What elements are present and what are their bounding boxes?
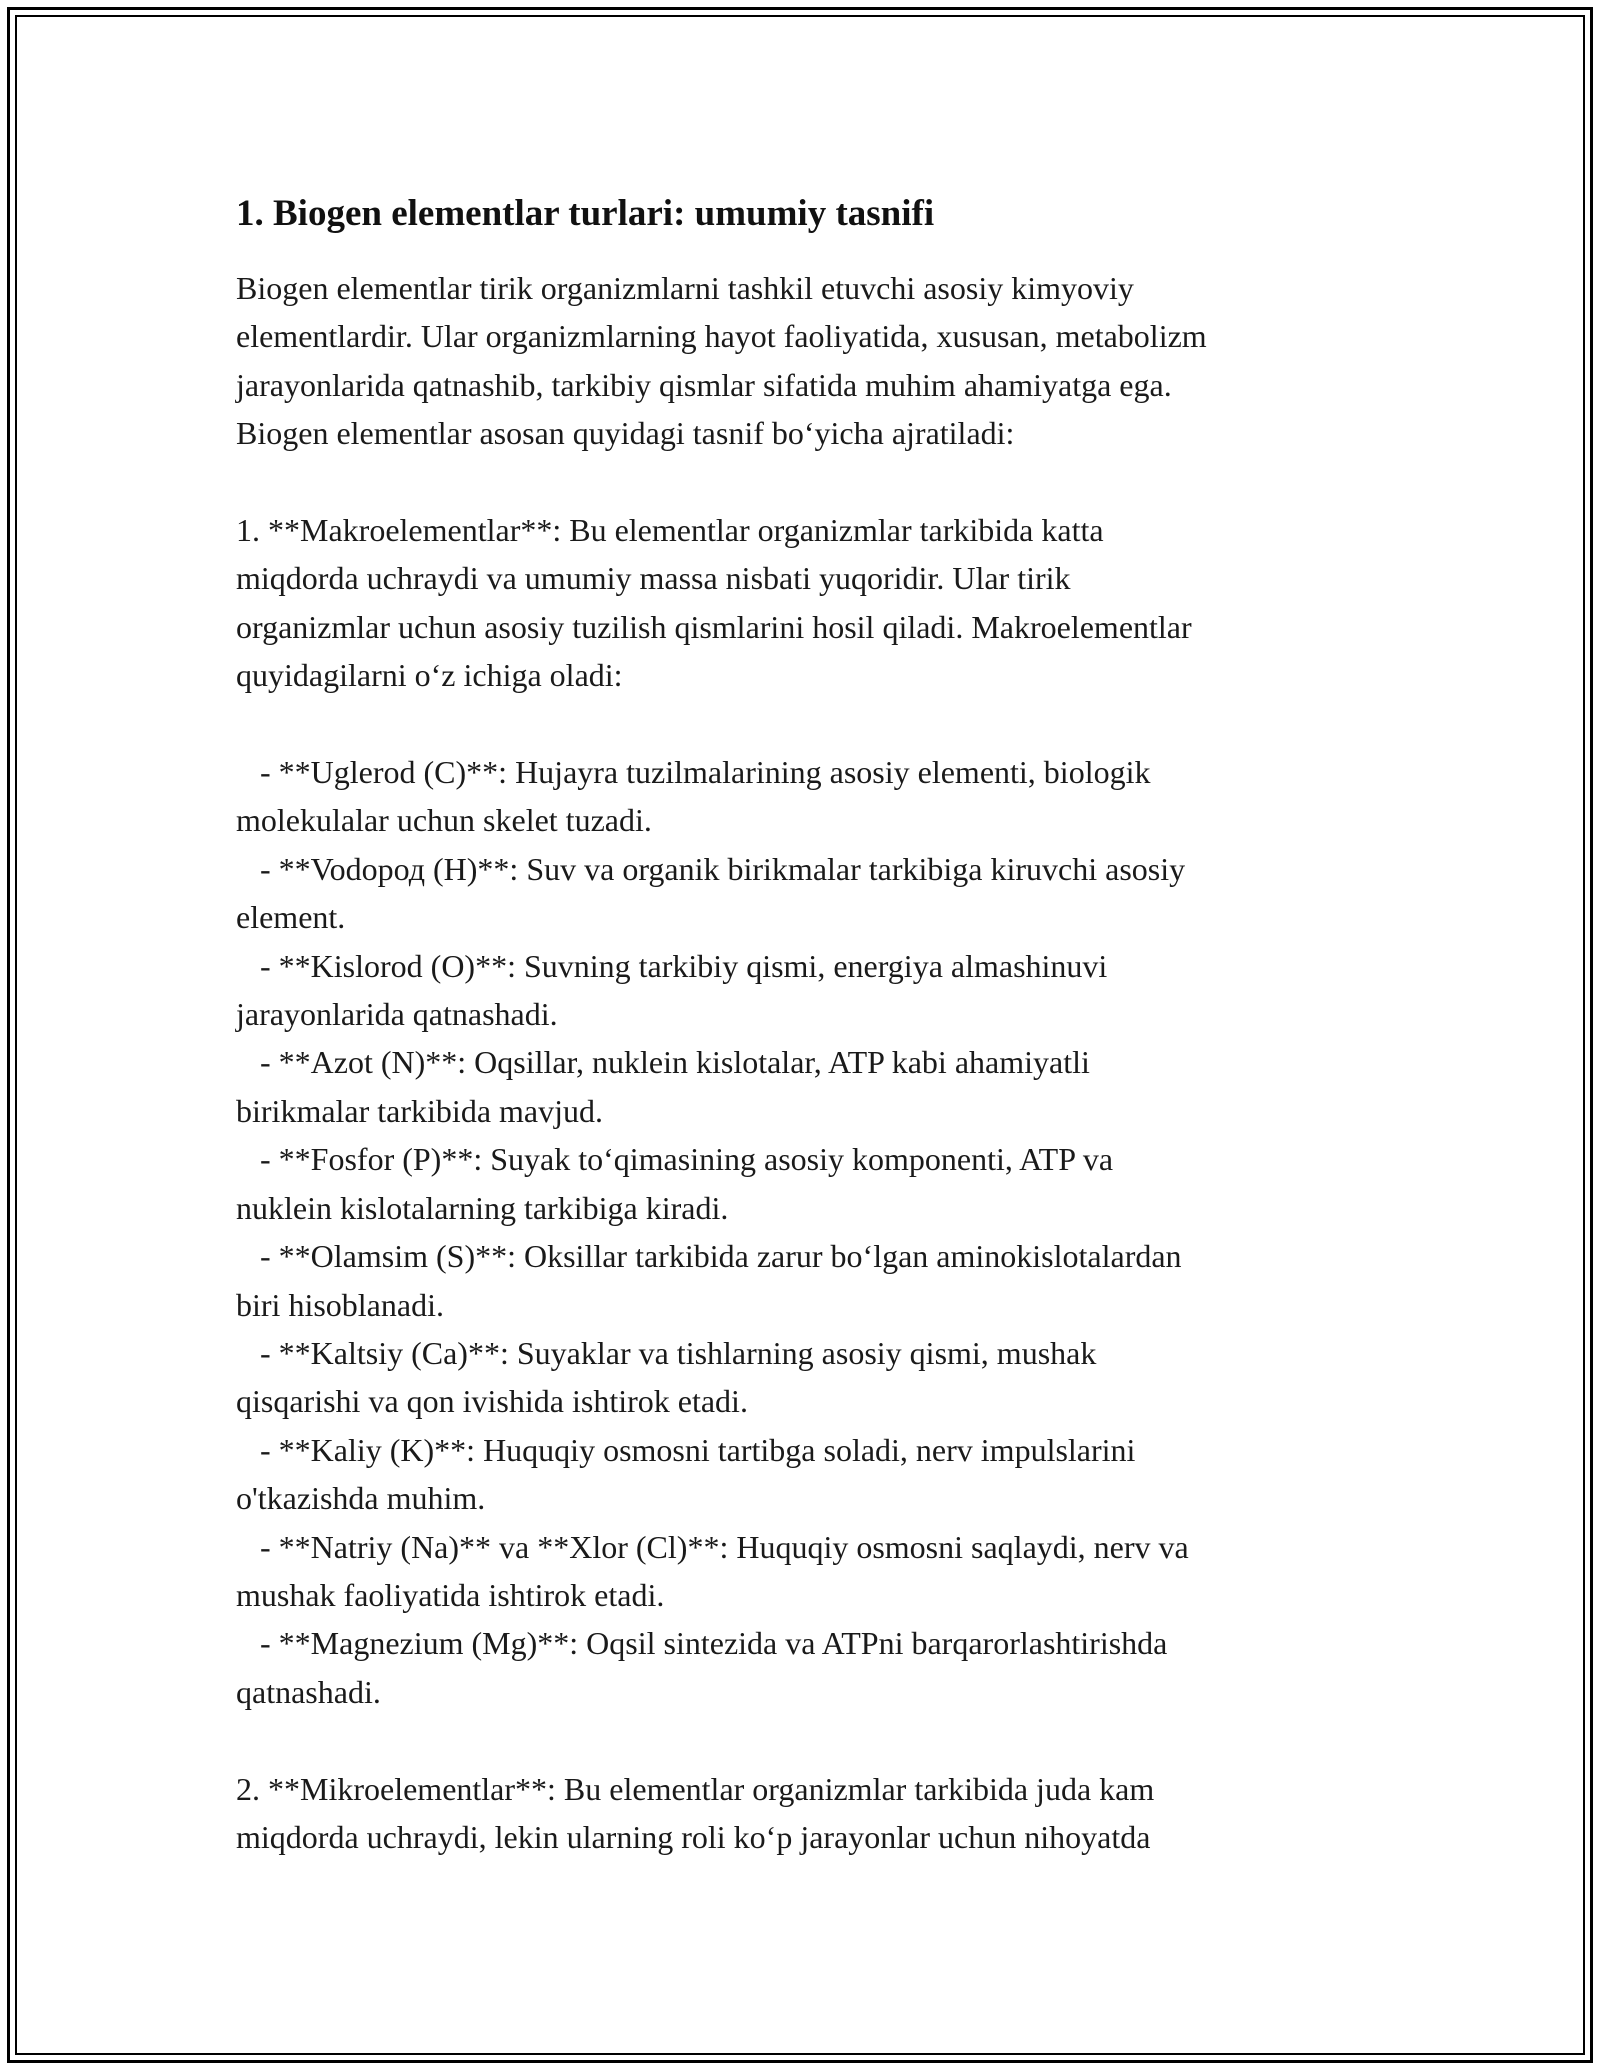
macroelements-list [236, 748, 1386, 1716]
paragraph-spacer [236, 700, 1386, 748]
list-item: - **Kislorod (O)**: Suvning tarkibiy qismi, energiya almashinuvi jarayonlarida qatnashadi. [236, 947, 1108, 1033]
macroelements-intro: 1. **Makroelementlar**: Bu elementlar organizmlar tarkibida katta miqdorda uchraydi va umumiy massa nisbati yuqoridir. Ular tirik organizmlar uchun asosiy tuzilish qismlarini hosil qiladi. Makroelementlar quyidagilarni o‘z ichiga oladi: [236, 512, 1192, 694]
microelements-intro: 2. **Mikroelementlar**: Bu elementlar organizmlar tarkibida juda kam miqdorda uchraydi, lekin ularning roli ko‘p jarayonlar uchun nihoyatda [236, 1770, 1155, 1855]
section-heading: 1. Biogen elementlar turlari: umumiy tasnifi [236, 193, 935, 234]
list-item: - **Azot (N)**: Oqsillar, nuklein kislotalar, ATP kabi ahamiyatli birikmalar tarkibida mavjud. [236, 1044, 1090, 1129]
list-item: - **Olamsim (S)**: Oksillar tarkibida zarur bo‘lgan aminokislotalardan biri hisoblanadi. [236, 1238, 1182, 1323]
intro-paragraph: Biogen elementlar tirik organizmlarni tashkil etuvchi asosiy kimyoviy elementlardir. Ular organizmlarning hayot faoliyatida, xususan, metabolizm jarayonlarida qatnashib, tarkibiy qismlar sifatida muhim ahamiyatga ega. Biogen elementlar asosan quyidagi tasnif bo‘yicha ajratiladi: [236, 270, 1207, 452]
paragraph-spacer [236, 458, 1386, 506]
list-item: - **Natriy (Na)** va **Xlor (Cl)**: Huquqiy osmosni saqlaydi, nerv va mushak faoliyatida ishtirok etadi. [236, 1528, 1189, 1613]
list-item: - **Uglerod (C)**: Hujayra tuzilmalarining asosiy elementi, biologik molekulalar uchun skelet tuzadi. [236, 754, 1151, 839]
list-item: - **Fosfor (P)**: Suyak to‘qimasining asosiy komponenti, ATP va nuklein kislotalarning tarkibiga kiradi. [236, 1141, 1114, 1226]
list-item: - **Magnezium (Mg)**: Oqsil sintezida va ATPni barqarorlashtirishda qatnashadi. [236, 1625, 1168, 1710]
list-item: - **Vodopод (H)**: Suv va organik birikmalar tarkibiga kiruvchi asosiy element. [236, 850, 1186, 936]
paragraph-spacer [236, 1716, 1386, 1764]
document-body [236, 186, 1386, 1861]
list-item: - **Kaliy (K)**: Huquqiy osmosni tartibga soladi, nerv impulslarini o'tkazishda muhim. [236, 1431, 1136, 1517]
list-item: - **Kaltsiy (Ca)**: Suyaklar va tishlarning asosiy qismi, mushak qisqarishi va qon ivishida ishtirok etadi. [236, 1334, 1097, 1420]
